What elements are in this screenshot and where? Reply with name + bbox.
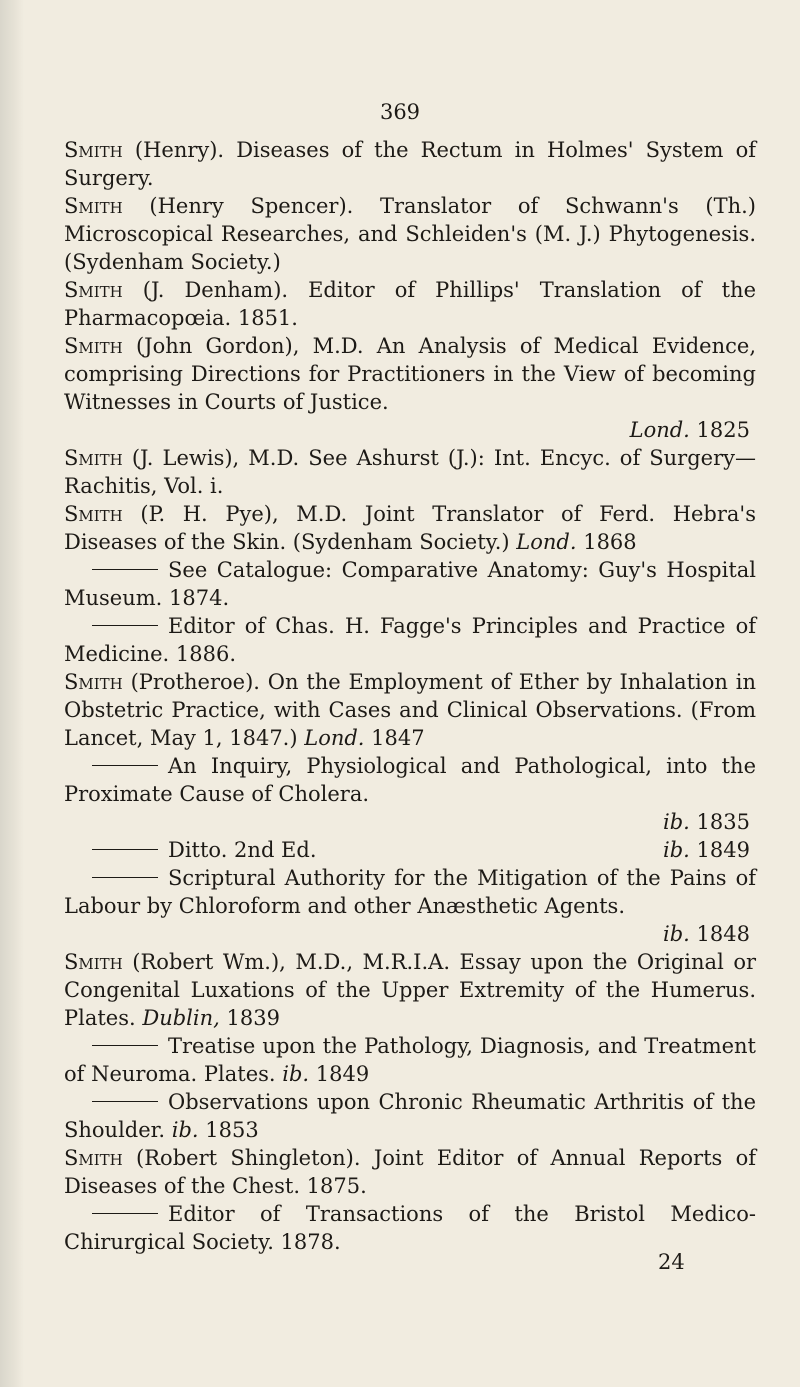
bibliography-entry — [64, 332, 756, 444]
ditto-rule — [92, 765, 158, 766]
entry-text: (J. Denham). Editor of Phillips' Translation of the Pharmacopœia. 1851. — [64, 278, 756, 330]
bibliography-entry — [64, 1200, 756, 1256]
entry-text: (John Gordon), M.D. An Analysis of Medical Evidence, comprising Directions for Practitioners in the View of becoming Witnesses in Courts of Justice. — [64, 334, 756, 414]
author-surname: Smith — [64, 950, 123, 974]
bibliography-entry — [64, 752, 756, 836]
author-surname: Smith — [64, 670, 123, 694]
signature-mark: 24 — [658, 1250, 685, 1274]
bibliography-entry — [64, 836, 756, 864]
bibliography-entry — [64, 192, 756, 276]
author-surname: Smith — [64, 138, 123, 162]
bibliography-entry — [64, 500, 756, 556]
author-surname: Smith — [64, 1146, 123, 1170]
ditto-rule — [92, 849, 158, 850]
imprint-place: Lond. — [516, 530, 577, 554]
entry-text: Scriptural Authority for the Mitigation of the Pains of Labour by Chloroform and other Anæsthetic Agents. — [64, 866, 756, 918]
entry-text: Treatise upon the Pathology, Diagnosis, and Treatment of Neuroma. Plates. — [64, 1034, 756, 1086]
entry-text: (Robert Wm.), M.D., M.R.I.A. Essay upon the Original or Congenital Luxations of the Upper Extremity of the Humerus. Plates. — [64, 950, 756, 1030]
imprint-year: 1853 — [205, 1118, 259, 1142]
bibliography-entry — [64, 276, 756, 332]
entry-text: (J. Lewis), M.D. See Ashurst (J.): Int. Encyc. of Surgery—Rachitis, Vol. i. — [64, 446, 756, 498]
ditto-rule — [92, 877, 158, 878]
entry-text: (Robert Shingleton). Joint Editor of Annual Reports of Diseases of the Chest. 1875. — [64, 1146, 756, 1198]
imprint-year: 1849 — [315, 1062, 370, 1086]
entry-text: (Henry). Diseases of the Rectum in Holmes' System of Surgery. — [64, 138, 756, 190]
bibliography-entry — [64, 556, 756, 612]
bibliography-entry — [64, 948, 756, 1032]
entry-text: (Protheroe). On the Employment of Ether by Inhalation in Obstetric Practice, with Cases and Clinical Observations. (From Lancet, May 1, 1847.) — [64, 670, 756, 750]
entry-text: See Catalogue: Comparative Anatomy: Guy's Hospital Museum. 1874. — [64, 558, 756, 610]
imprint-place: ib. — [663, 922, 690, 946]
imprint-place: ib. — [282, 1062, 310, 1086]
imprint-place: Lond. — [304, 726, 365, 750]
entry-text: Editor of Chas. H. Fagge's Principles and Practice of Medicine. 1886. — [64, 614, 756, 666]
entry-text: An Inquiry, Physiological and Pathological, into the Proximate Cause of Cholera. — [64, 754, 756, 806]
bibliography-entry — [64, 864, 756, 948]
ditto-rule — [92, 569, 158, 570]
imprint-place: ib. — [663, 810, 690, 834]
bibliography-entry — [64, 1144, 756, 1200]
bibliography-entry — [64, 444, 756, 500]
imprint-year: 1848 — [696, 922, 750, 946]
author-surname: Smith — [64, 194, 123, 218]
imprint-place: ib. — [663, 838, 690, 862]
bibliography-entry — [64, 136, 756, 192]
page-edge-shadow — [0, 0, 24, 1387]
imprint-year: 1847 — [371, 726, 425, 750]
imprint-year: 1835 — [696, 810, 750, 834]
imprint — [64, 416, 756, 444]
entry-text: (Henry Spencer). Translator of Schwann's (Th.) Microscopical Researches, and Schleiden's (M. J.) Phytogenesis. (Sydenham Society.) — [64, 194, 756, 274]
imprint-year: 1839 — [226, 1006, 280, 1030]
bibliography-entry — [64, 612, 756, 668]
imprint — [663, 836, 756, 864]
imprint-year: 1825 — [696, 418, 750, 442]
ditto-rule — [92, 1213, 158, 1214]
page-number: 369 — [379, 100, 421, 124]
bibliography-entry — [64, 1032, 756, 1088]
imprint-place: Lond. — [629, 418, 690, 442]
bibliography-entry — [64, 668, 756, 752]
entry-text: Ditto. 2nd Ed. — [168, 838, 317, 862]
imprint-year: 1849 — [696, 838, 750, 862]
bibliography-list — [64, 136, 756, 1256]
entry-text: (P. H. Pye), M.D. Joint Translator of Ferd. Hebra's Diseases of the Skin. (Sydenham Society.) — [64, 502, 756, 554]
imprint-place: ib. — [171, 1118, 199, 1142]
bibliography-entry — [64, 1088, 756, 1144]
entry-text: Editor of Transactions of the Bristol Medico-Chirurgical Society. 1878. — [64, 1202, 756, 1254]
ditto-rule — [92, 1101, 158, 1102]
imprint — [64, 920, 756, 948]
author-surname: Smith — [64, 502, 123, 526]
entry-text: Observations upon Chronic Rheumatic Arthritis of the Shoulder. — [64, 1090, 756, 1142]
ditto-rule — [92, 625, 158, 626]
ditto-rule — [92, 1045, 158, 1046]
imprint — [64, 808, 756, 836]
author-surname: Smith — [64, 334, 123, 358]
imprint-place: Dublin, — [142, 1006, 220, 1030]
imprint-year: 1868 — [583, 530, 637, 554]
author-surname: Smith — [64, 278, 123, 302]
author-surname: Smith — [64, 446, 123, 470]
